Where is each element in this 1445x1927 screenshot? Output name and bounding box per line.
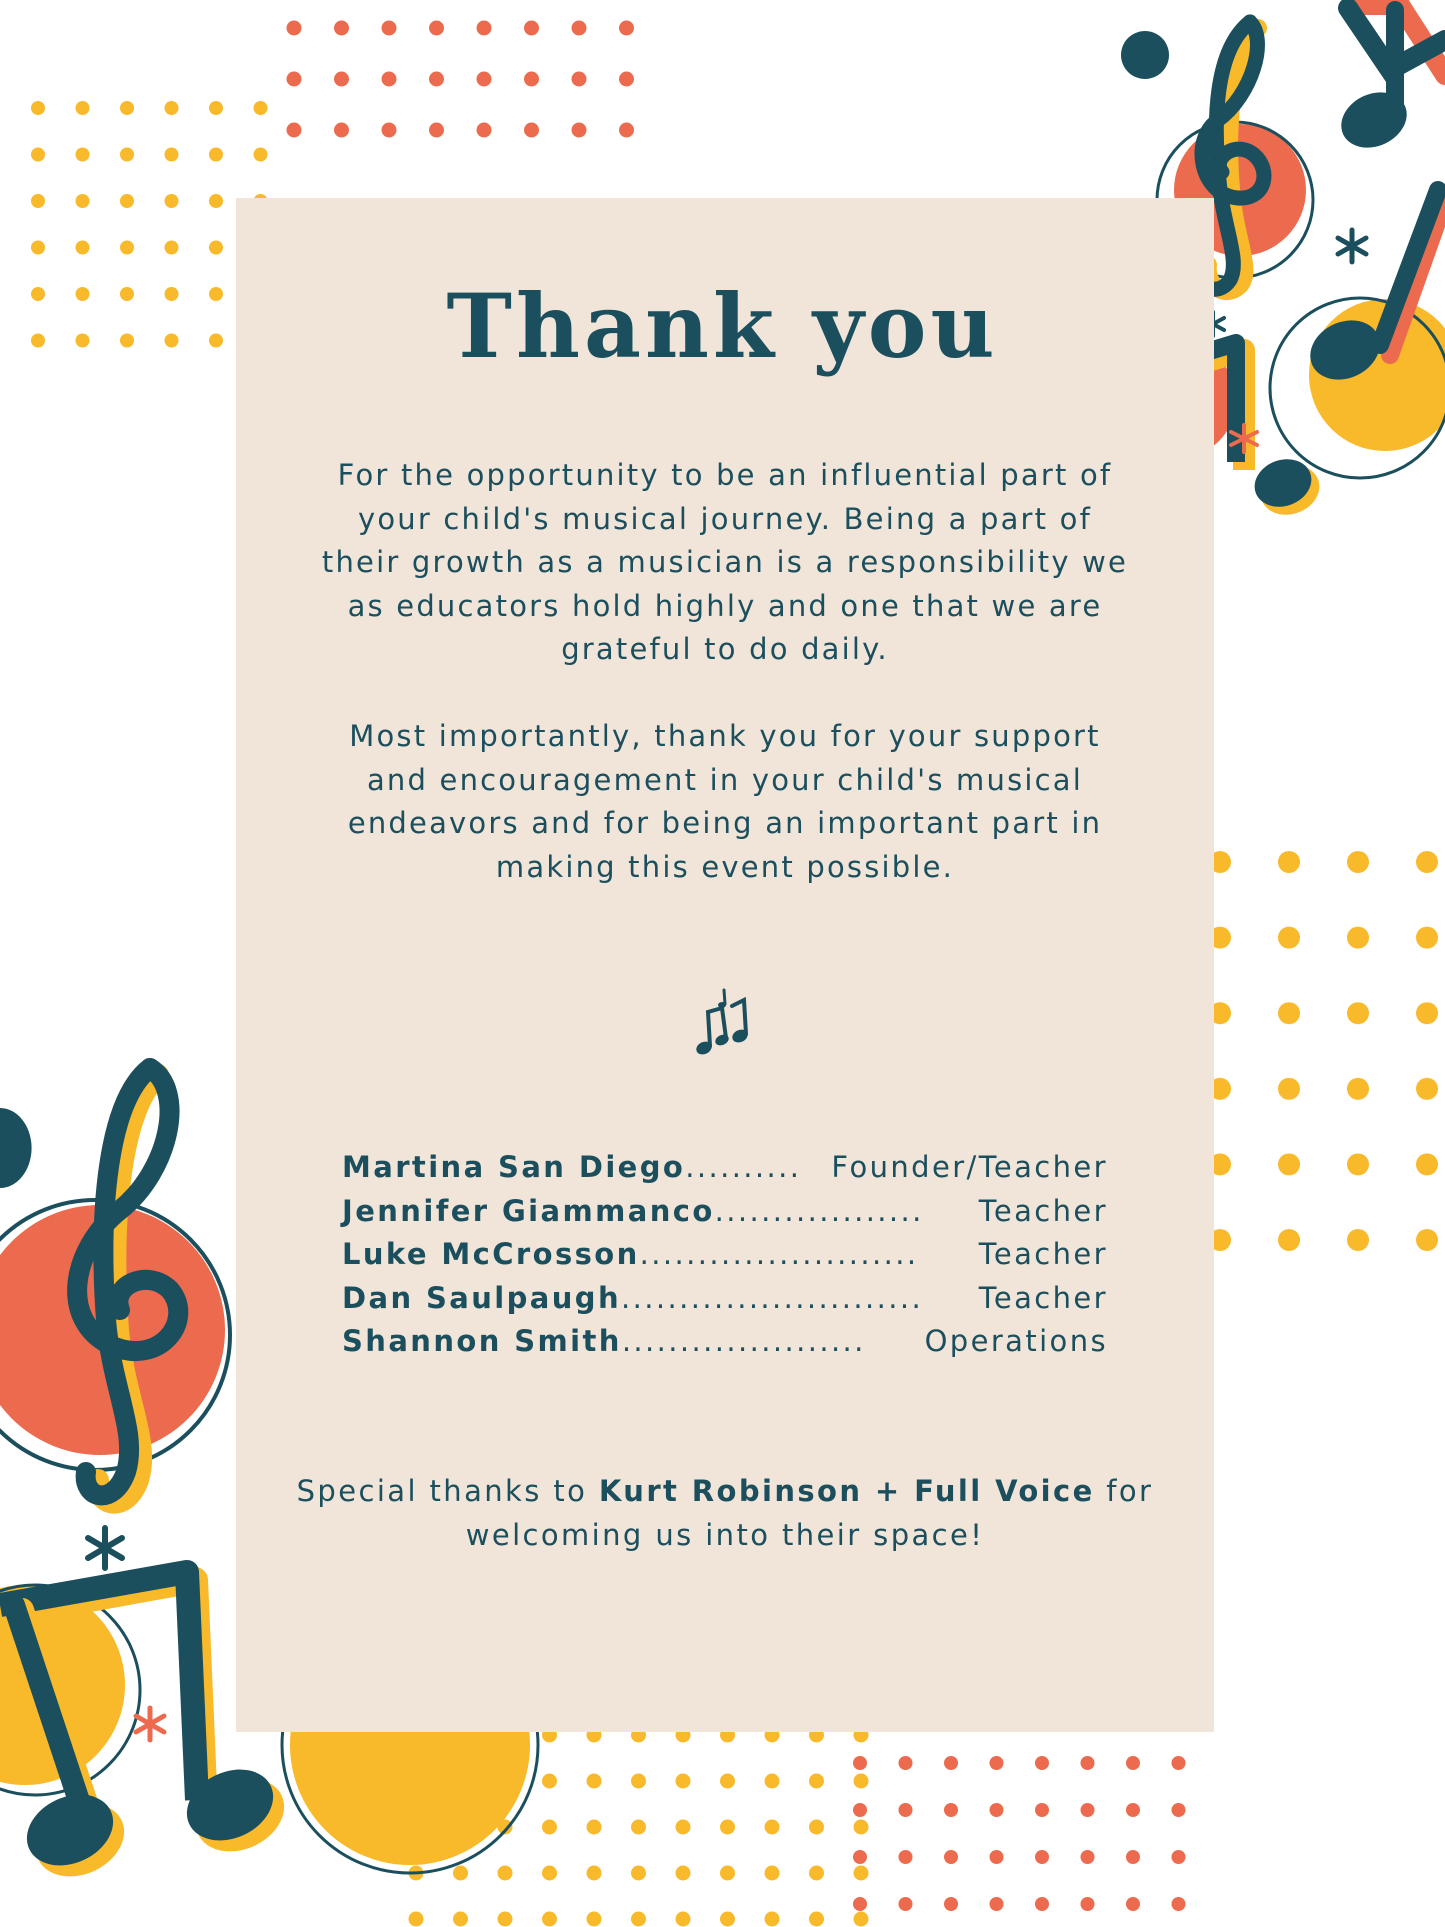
special-thanks — [260, 1470, 1190, 1557]
staff-name: Luke McCrosson — [342, 1237, 640, 1271]
special-thanks-highlight: Kurt Robinson + Full Voice — [598, 1474, 1095, 1508]
staff-name: Jennifer Giammanco — [342, 1193, 715, 1228]
leader-dots: .................. — [714, 1193, 924, 1228]
leader-dots: ........................ — [639, 1237, 919, 1271]
staff-list — [342, 1146, 1108, 1364]
staff-role: Teacher — [978, 1237, 1108, 1271]
staff-row — [342, 1233, 1108, 1277]
special-thanks-suffix: for welcoming us into their space! — [465, 1474, 1154, 1552]
red-dot-pattern — [285, 20, 645, 140]
leader-dots: .......... — [685, 1150, 802, 1184]
staff-row — [342, 1146, 1108, 1190]
staff-row — [342, 1320, 1108, 1364]
staff-role: Teacher — [978, 1280, 1108, 1315]
leader-dots: .......................... — [621, 1280, 924, 1315]
staff-name: Shannon Smith — [342, 1324, 622, 1358]
staff-role: Founder/Teacher — [831, 1150, 1108, 1184]
red-dot-pattern — [850, 1753, 1190, 1927]
staff-name: Dan Saulpaugh — [342, 1280, 622, 1315]
yellow-dot-pattern — [1205, 848, 1445, 1251]
special-thanks-prefix: Special thanks to — [296, 1474, 588, 1508]
staff-row — [342, 1277, 1108, 1321]
paragraph-opportunity: For the opportunity to be an influential part of your child's musical journey. Being a part of their growth as a musician is a responsibility we as educators hold highly and one that we are grateful to do daily. — [321, 458, 1129, 666]
staff-name: Martina San Diego — [342, 1150, 686, 1184]
page-title: Thank you — [446, 274, 999, 378]
staff-role: Operations — [924, 1324, 1108, 1358]
paragraph-support: Most importantly, thank you for your support and encouragement in your child's musical endeavors and for being an important part in making this event possible. — [347, 719, 1103, 884]
leader-dots: ..................... — [621, 1324, 866, 1358]
staff-row — [342, 1190, 1108, 1234]
music-notes-icon — [690, 986, 754, 1060]
staff-role: Teacher — [978, 1193, 1108, 1228]
